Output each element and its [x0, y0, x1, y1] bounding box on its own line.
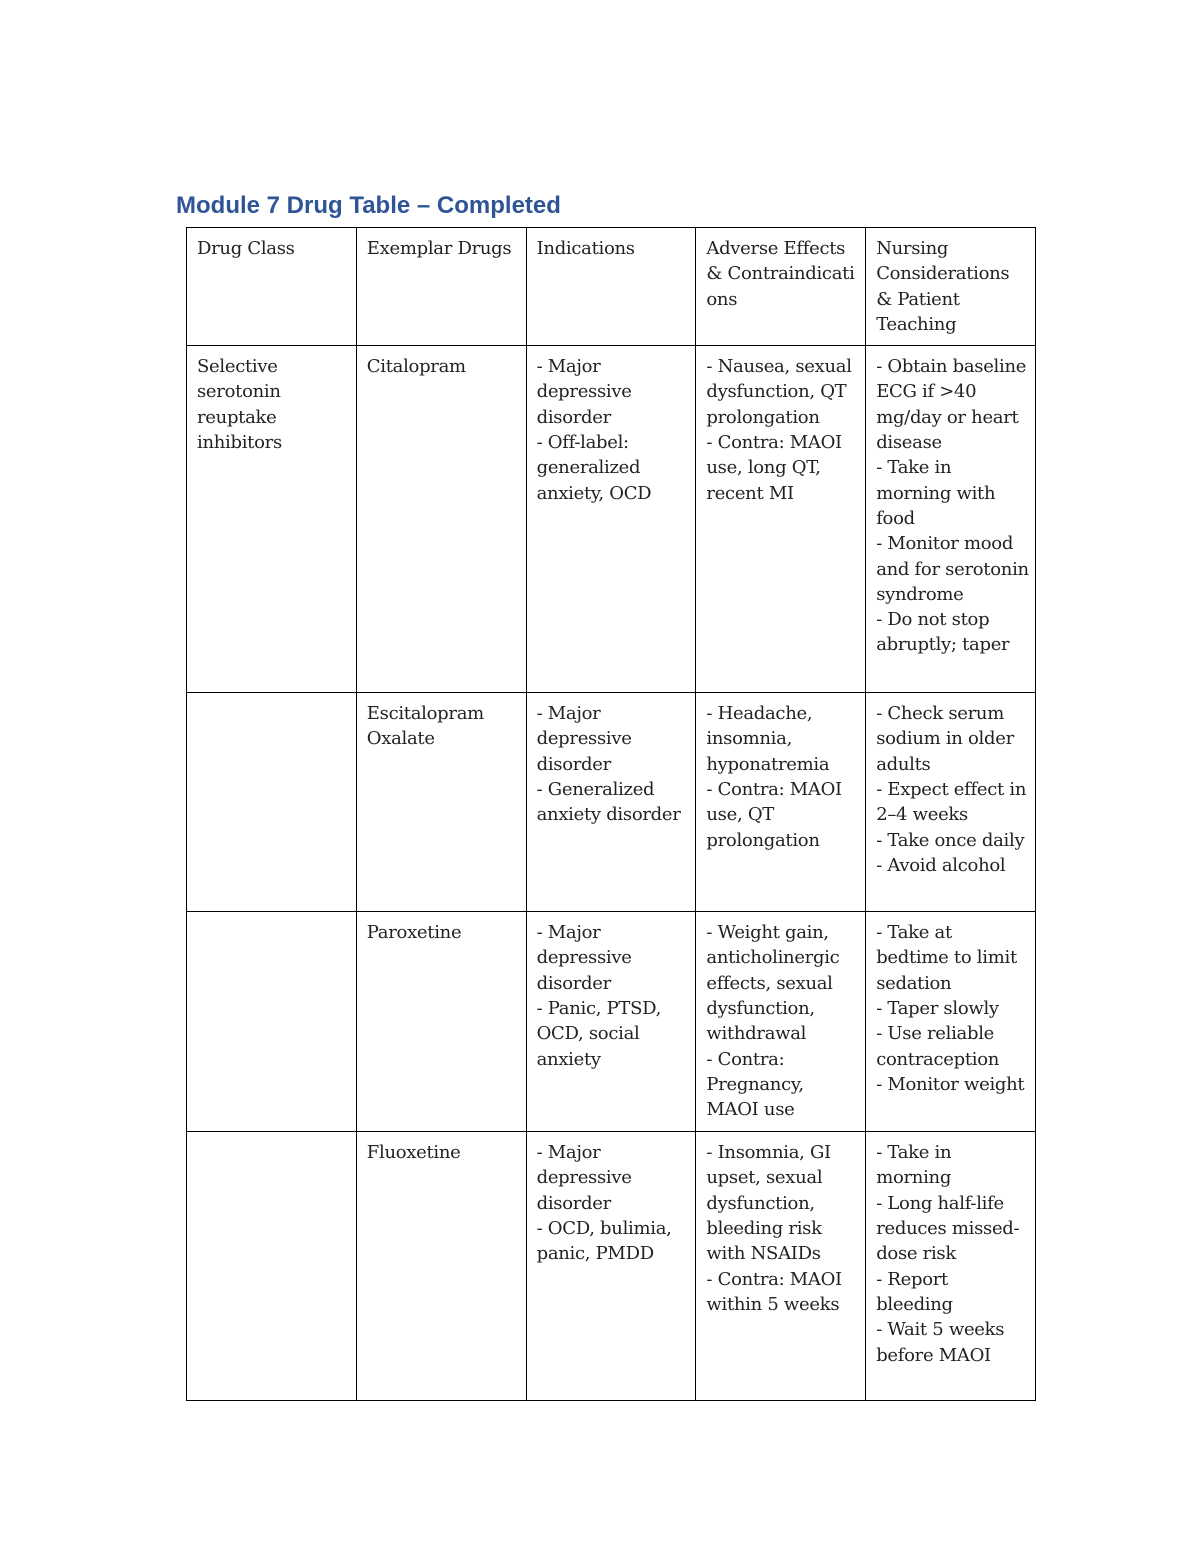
nursing-item: - Taper slowly [876, 998, 999, 1020]
header-nursing-considerations: Nursing Considerations & Patient Teaching [866, 228, 1036, 346]
nursing-item: - Use reliable contraception [876, 1023, 1000, 1070]
adverse-effects-cell [696, 1132, 866, 1401]
indications-cell [526, 1132, 696, 1401]
adverse-item: - Weight gain, anticholinergic effects, sexual dysfunction, withdrawal [706, 922, 840, 1045]
nursing-item: - Take in morning with food [876, 457, 996, 529]
table-row [187, 693, 1036, 912]
adverse-effects-cell [696, 693, 866, 912]
adverse-effects-cell [696, 346, 866, 693]
header-indications: Indications [526, 228, 696, 346]
adverse-item: - Nausea, sexual dysfunction, QT prolongation [706, 356, 852, 428]
nursing-item: - Obtain baseline ECG if >40 mg/day or heart disease [876, 356, 1027, 454]
adverse-item: - Contra: MAOI use, long QT, recent MI [706, 432, 842, 504]
adverse-item: - Insomnia, GI upset, sexual dysfunction, bleeding risk with NSAIDs [706, 1142, 831, 1265]
drug-class-cell: Selective serotonin reuptake inhibitors [187, 346, 357, 693]
nursing-item: - Avoid alcohol [876, 854, 1006, 876]
indications-cell [526, 693, 696, 912]
nursing-item: - Long half-life reduces missed-dose risk [876, 1192, 1020, 1265]
indication-item: - Generalized anxiety disorder [536, 779, 681, 826]
adverse-item: - Headache, insomnia, hyponatremia [706, 703, 830, 775]
drug-name-cell: Escitalopram Oxalate [356, 693, 526, 912]
table-row [187, 912, 1036, 1132]
drug-class-cell [187, 693, 357, 912]
adverse-item: - Contra: MAOI within 5 weeks [706, 1268, 842, 1315]
nursing-item: - Wait 5 weeks before MAOI [876, 1319, 1005, 1366]
table-row [187, 1132, 1036, 1401]
drug-name-cell: Paroxetine [356, 912, 526, 1132]
nursing-item: - Monitor mood and for serotonin syndrome [876, 533, 1029, 605]
nursing-item: - Report bleeding [876, 1268, 953, 1315]
adverse-item: - Contra: MAOI use, QT prolongation [706, 779, 842, 851]
drug-class-cell [187, 912, 357, 1132]
header-exemplar-drugs: Exemplar Drugs [356, 228, 526, 346]
nursing-item: - Check serum sodium in older adults [876, 703, 1014, 775]
nursing-item: - Expect effect in 2–4 weeks [876, 779, 1027, 826]
header-adverse-effects-text: Adverse Effects & Contraindications [706, 238, 855, 310]
nursing-item: - Do not stop abruptly; taper [876, 609, 1010, 656]
table-header-row [187, 228, 1036, 346]
nursing-item: - Take at bedtime to limit sedation [876, 922, 1017, 994]
indication-item: - OCD, bulimia, panic, PMDD [536, 1218, 672, 1265]
indication-item: - Off-label: generalized anxiety, OCD [536, 432, 652, 504]
indication-item: - Major depressive disorder [536, 703, 632, 775]
drug-class-cell [187, 1132, 357, 1401]
nursing-cell [866, 693, 1036, 912]
drug-name-cell: Citalopram [356, 346, 526, 693]
indication-item: - Major depressive disorder [536, 922, 632, 994]
drug-name-cell: Fluoxetine [356, 1132, 526, 1401]
header-adverse-effects [696, 228, 866, 346]
nursing-item: - Monitor weight [876, 1073, 1025, 1095]
nursing-item: - Take in morning [876, 1142, 952, 1189]
adverse-item: - Contra: Pregnancy, MAOI use [706, 1048, 804, 1121]
nursing-cell [866, 912, 1036, 1132]
adverse-effects-cell [696, 912, 866, 1132]
nursing-cell [866, 1132, 1036, 1401]
indication-item: - Panic, PTSD, OCD, social anxiety [536, 998, 662, 1070]
nursing-item: - Take once daily [876, 829, 1025, 851]
nursing-cell [866, 346, 1036, 693]
indication-item: - Major depressive disorder [536, 356, 632, 428]
header-drug-class: Drug Class [187, 228, 357, 346]
indications-cell [526, 912, 696, 1132]
page-title: Module 7 Drug Table – Completed [176, 192, 561, 219]
indication-item: - Major depressive disorder [536, 1142, 632, 1214]
indications-cell [526, 346, 696, 693]
drug-table [186, 227, 1036, 1401]
table-row [187, 346, 1036, 693]
